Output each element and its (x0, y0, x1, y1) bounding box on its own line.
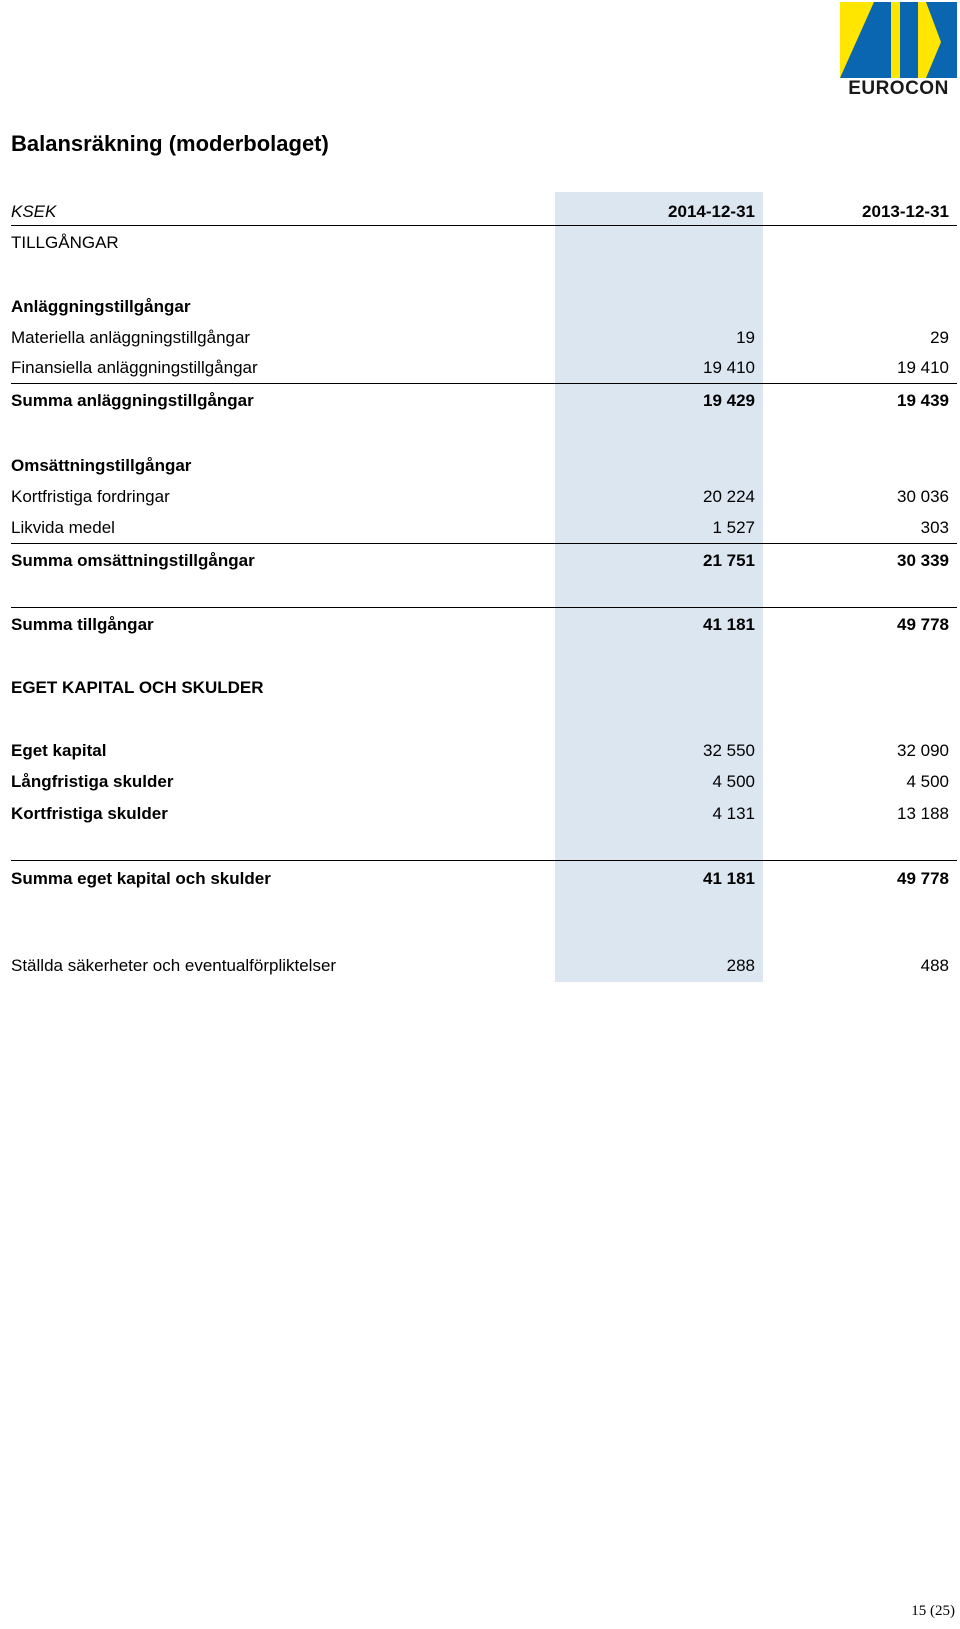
row-value-2014: 19 410 (703, 358, 755, 377)
row-value-2013: 488 (920, 956, 949, 975)
logo-wordmark: EUROCON (848, 78, 949, 99)
table-row (11, 355, 957, 381)
section-heading-assets: TILLGÅNGAR (11, 233, 119, 252)
table-row (11, 515, 957, 541)
row-label: Materiella anläggningstillgångar (11, 328, 251, 347)
header-divider (11, 225, 957, 226)
row-value-2014: 41 181 (703, 615, 755, 634)
column-header-2013: 2013-12-31 (862, 202, 949, 221)
row-label: Summa omsättningstillgångar (11, 551, 255, 570)
row-value-2014: 288 (726, 956, 755, 975)
row-value-2013: 4 500 (906, 772, 949, 791)
row-value-2013: 30 339 (897, 551, 949, 570)
row-value-2014: 21 751 (703, 551, 755, 570)
table-row (11, 769, 957, 795)
row-value-2014: 19 429 (703, 391, 755, 410)
row-value-2013: 49 778 (897, 615, 949, 634)
table-row (11, 484, 957, 510)
row-value-2014: 19 (736, 328, 755, 347)
page-number: 15 (25) (911, 1603, 955, 1619)
table-row (11, 612, 957, 638)
row-divider (11, 383, 957, 384)
row-divider (11, 607, 957, 608)
row-value-2013: 29 (930, 328, 949, 347)
table-row (11, 230, 957, 256)
logo-mark-icon (840, 2, 957, 78)
table-row (11, 953, 957, 979)
unit-label: KSEK (11, 202, 57, 221)
table-row (11, 866, 957, 892)
row-label: Summa tillgångar (11, 615, 154, 634)
row-value-2013: 19 410 (897, 358, 949, 377)
row-label: Finansiella anläggningstillgångar (11, 358, 258, 377)
row-value-2013: 303 (920, 518, 949, 537)
row-value-2013: 13 188 (897, 804, 949, 823)
table-row (11, 294, 957, 320)
row-value-2013: 32 090 (897, 741, 949, 760)
table-row (11, 325, 957, 351)
table-row (11, 548, 957, 574)
table-row (11, 388, 957, 414)
row-value-2014: 4 131 (712, 804, 755, 823)
subsection-heading: Anläggningstillgångar (11, 297, 191, 316)
row-divider (11, 543, 957, 544)
row-value-2014: 1 527 (712, 518, 755, 537)
row-label: Långfristiga skulder (11, 772, 174, 791)
row-label: Likvida medel (11, 518, 115, 537)
row-label: Ställda säkerheter och eventualförpliktelser (11, 956, 337, 975)
row-value-2013: 30 036 (897, 487, 949, 506)
row-label: Kortfristiga fordringar (11, 487, 170, 506)
table-row (11, 675, 957, 701)
row-value-2014: 20 224 (703, 487, 755, 506)
row-label: Kortfristiga skulder (11, 804, 168, 823)
row-label: Eget kapital (11, 741, 107, 760)
table-row (11, 453, 957, 479)
eurocon-logo (840, 2, 957, 100)
column-header-2014: 2014-12-31 (668, 202, 755, 221)
row-value-2013: 19 439 (897, 391, 949, 410)
row-value-2014: 41 181 (703, 869, 755, 888)
table-row (11, 801, 957, 827)
section-heading-equity-liabilities: EGET KAPITAL OCH SKULDER (11, 678, 264, 697)
row-label: Summa anläggningstillgångar (11, 391, 254, 410)
table-header-row (11, 199, 957, 225)
page-title: Balansräkning (moderbolaget) (11, 131, 329, 156)
row-divider (11, 860, 957, 861)
row-value-2013: 49 778 (897, 869, 949, 888)
row-value-2014: 32 550 (703, 741, 755, 760)
table-row (11, 738, 957, 764)
subsection-heading: Omsättningstillgångar (11, 456, 192, 475)
row-value-2014: 4 500 (712, 772, 755, 791)
row-label: Summa eget kapital och skulder (11, 869, 271, 888)
